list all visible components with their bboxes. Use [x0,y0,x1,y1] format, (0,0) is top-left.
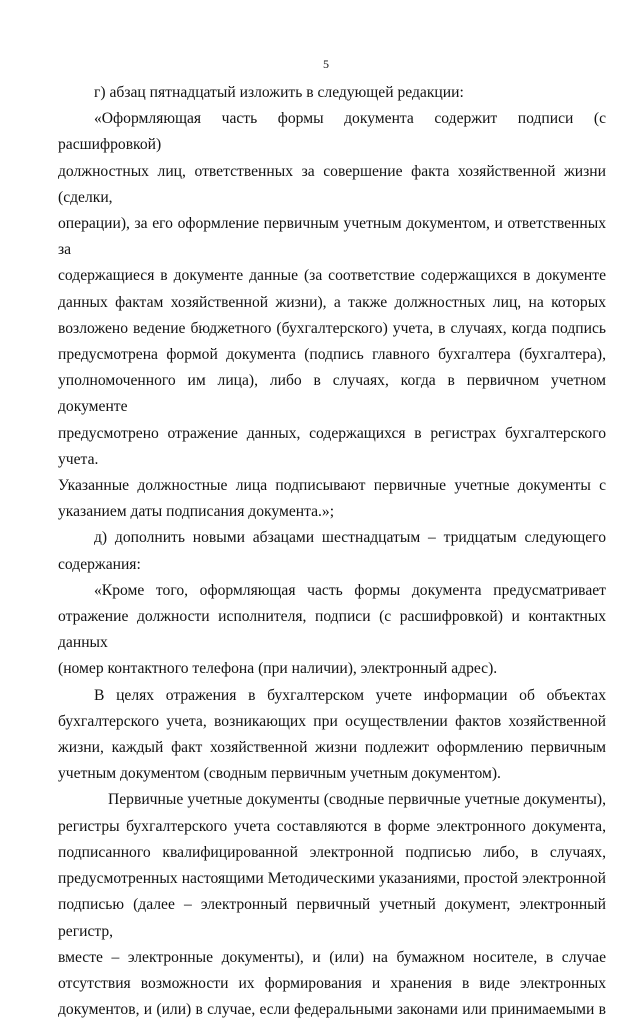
text-line: содержания: [58,555,141,573]
text-line: г) абзац пятнадцатый изложить в следующей редакции: [94,84,464,101]
text-line: данных фактам хозяйственной жизни), а также должностных лиц, на которых [58,293,606,311]
page-number: 5 [323,57,329,71]
text-line: Первичные учетные документы (сводные первичные учетные документы), [108,791,606,809]
text-line: уполномоченного им лица), либо в случаях, когда в первичном учетном документе [58,372,606,416]
text-line: д) дополнить новыми абзацами шестнадцатым – тридцатым следующего [94,529,606,547]
text-line: предусмотренных настоящими Методическими указаниями, простой электронной [58,870,606,888]
text-line: (номер контактного телефона (при наличии), электронный адрес). [58,660,498,678]
paragraph [58,683,606,788]
text-line: учетным документом (сводным первичным учетным документом). [58,765,501,783]
text-line: указанием даты подписания документа.»; [58,503,335,521]
text-line: предусмотрена формой документа (подпись главного бухгалтера (бухгалтера), [58,346,606,364]
text-line: бухгалтерского учета, возникающих при осуществлении фактов хозяйственной [58,712,606,730]
text-line: документов, и (или) в случае, если федеральными законами или принимаемыми в [58,1001,606,1019]
text-line: «Кроме того, оформляющая часть формы документа предусматривает [94,581,606,599]
text-line: возложено ведение бюджетного (бухгалтерского) учета, в случаях, когда подпись [58,319,606,337]
text-line: жизни, каждый факт хозяйственной жизни подлежит оформлению первичным [58,739,606,757]
text-line: подписанного квалифицированной электронной подписью либо, в случаях, [58,843,606,861]
document-body [58,80,606,1023]
text-line: вместе – электронные документы), и (или) на бумажном носителе, в случае [58,948,606,966]
paragraph [58,106,606,525]
paragraph [58,578,606,683]
text-line: «Оформляющая часть формы документа содержит подписи (с расшифровкой) [58,110,606,154]
text-line: предусмотрено отражение данных, содержащихся в регистрах бухгалтерского учета. [58,424,606,468]
paragraph [58,525,606,577]
text-line: содержащиеся в документе данные (за соответствие содержащихся в документе [58,267,606,285]
text-line: регистры бухгалтерского учета составляются в форме электронного документа, [58,817,606,835]
text-line: операции), за его оформление первичным учетным документом, и ответственных за [58,215,606,259]
text-line: должностных лиц, ответственных за совершение факта хозяйственной жизни (сделки, [58,162,606,206]
text-line: подписью (далее – электронный первичный учетный документ, электронный регистр, [58,896,606,940]
text-line: отражение должности исполнителя, подписи (с расшифровкой) и контактных данных [58,608,606,652]
text-line: Указанные должностные лица подписывают первичные учетные документы с [58,477,606,495]
paragraph [58,787,606,1023]
text-line: отсутствия возможности их формирования и хранения в виде электронных [58,974,606,992]
paragraph [58,80,606,106]
text-line: В целях отражения в бухгалтерском учете информации об объектах [94,686,606,704]
